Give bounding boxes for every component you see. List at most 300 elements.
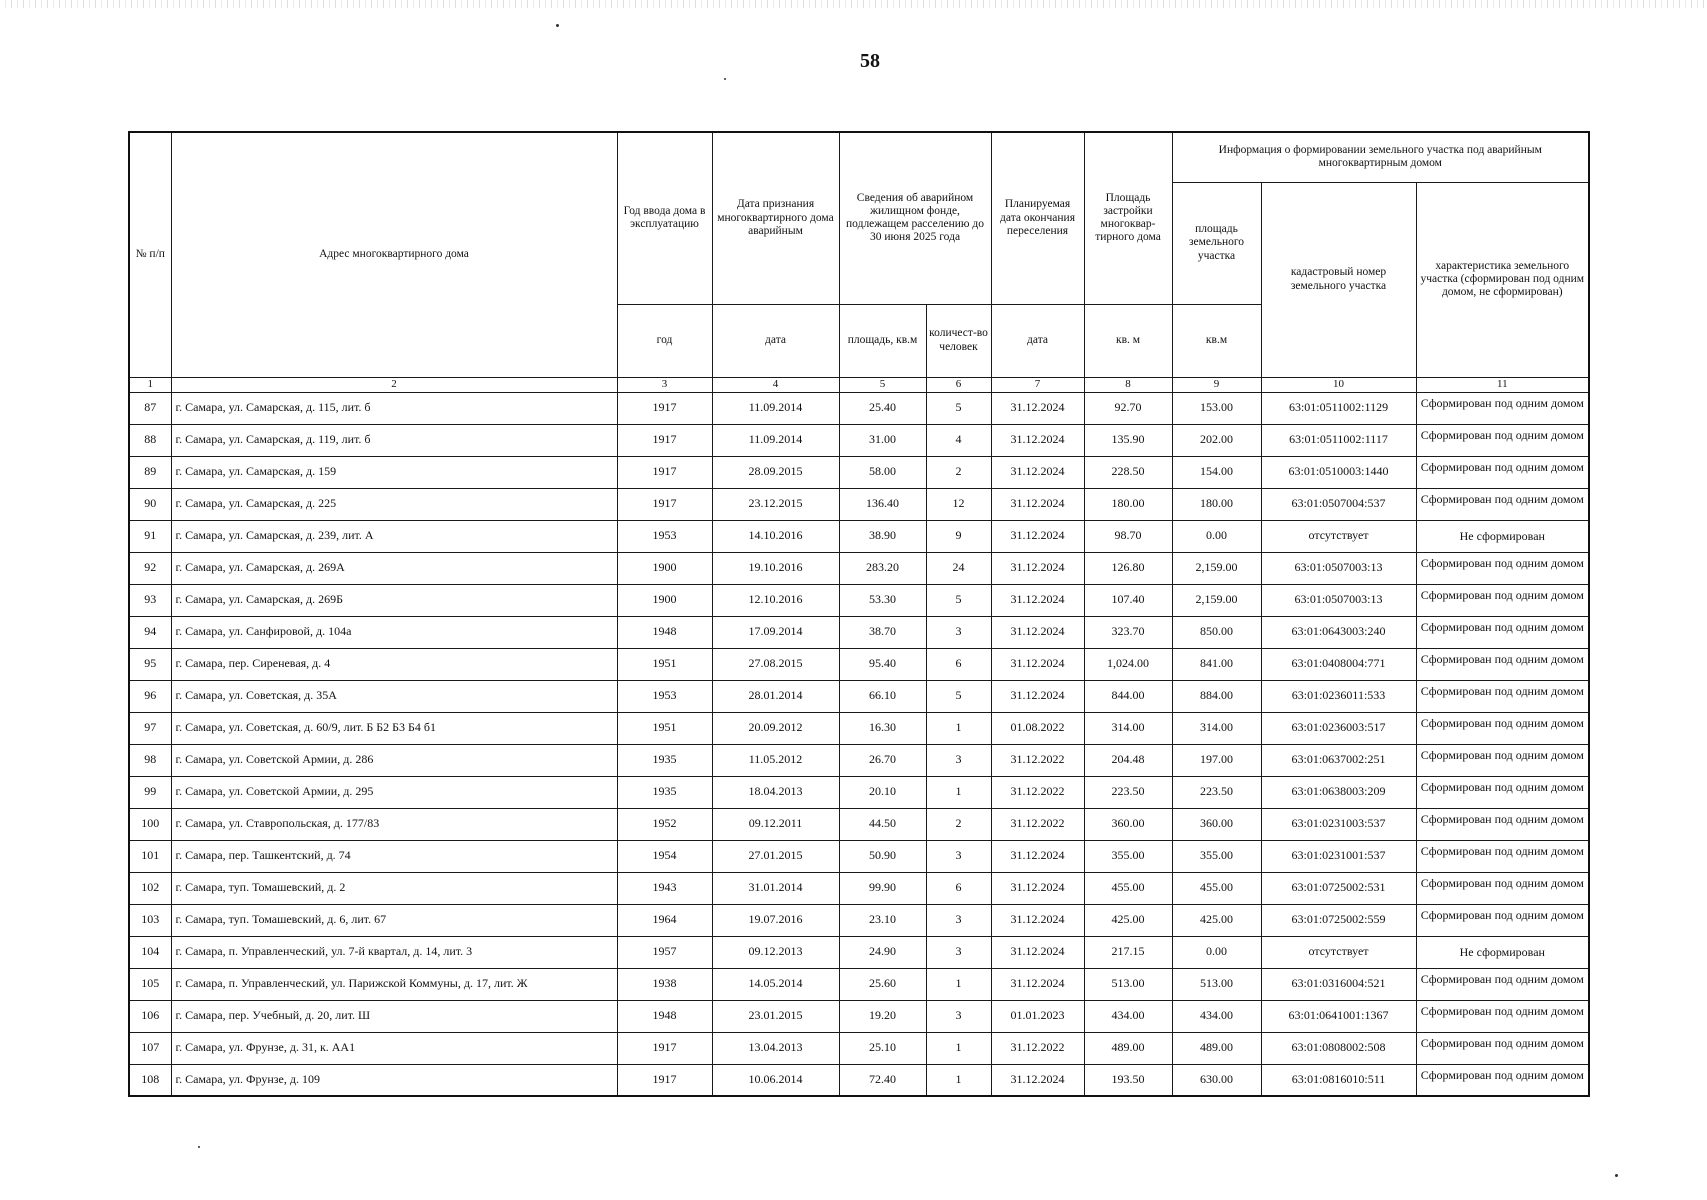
row-number: 90 [129,488,171,520]
row-recognition-date: 14.10.2016 [712,520,839,552]
table-row [129,456,1589,488]
row-recognition-date: 31.01.2014 [712,872,839,904]
row-planned-date: 01.08.2022 [991,712,1084,744]
column-number: 11 [1416,377,1589,392]
row-land-status: Сформирован под одним домом [1416,1032,1589,1064]
row-people-count: 4 [926,424,991,456]
table-row [129,840,1589,872]
row-emergency-area: 53.30 [839,584,926,616]
row-recognition-date: 14.05.2014 [712,968,839,1000]
header-land-status: характеристика земельного участка (сформирован под одним домом, не сформирован) [1416,182,1589,377]
row-number: 95 [129,648,171,680]
row-planned-date: 31.12.2024 [991,584,1084,616]
row-land-area: 455.00 [1172,872,1261,904]
row-emergency-area: 38.90 [839,520,926,552]
row-number: 89 [129,456,171,488]
table-row [129,936,1589,968]
row-year: 1951 [617,648,712,680]
row-address: г. Самара, ул. Советская, д. 35А [171,680,617,712]
row-address: г. Самара, ул. Самарская, д. 239, лит. А [171,520,617,552]
row-recognition-date: 13.04.2013 [712,1032,839,1064]
row-emergency-area: 66.10 [839,680,926,712]
row-people-count: 3 [926,936,991,968]
row-number: 106 [129,1000,171,1032]
row-people-count: 2 [926,456,991,488]
column-number-row [129,377,1589,392]
row-year: 1917 [617,1064,712,1096]
row-land-area: 513.00 [1172,968,1261,1000]
scan-edge-noise [0,0,1707,8]
row-land-area: 850.00 [1172,616,1261,648]
row-address: г. Самара, ул. Самарская, д. 119, лит. б [171,424,617,456]
row-emergency-area: 50.90 [839,840,926,872]
page-number: 58 [860,50,880,72]
table-row [129,680,1589,712]
row-number: 96 [129,680,171,712]
row-people-count: 1 [926,712,991,744]
row-address: г. Самара, ул. Советской Армии, д. 286 [171,744,617,776]
row-land-area: 425.00 [1172,904,1261,936]
row-land-status: Сформирован под одним домом [1416,1000,1589,1032]
column-number: 7 [991,377,1084,392]
row-number: 108 [129,1064,171,1096]
row-recognition-date: 11.09.2014 [712,392,839,424]
row-cadastral-number: отсутствует [1261,520,1416,552]
row-land-area: 841.00 [1172,648,1261,680]
row-year: 1953 [617,680,712,712]
row-number: 102 [129,872,171,904]
row-planned-date: 31.12.2024 [991,1064,1084,1096]
row-emergency-area: 24.90 [839,936,926,968]
header-unit-date: дата [712,304,839,377]
table-row [129,520,1589,552]
row-emergency-area: 99.90 [839,872,926,904]
row-recognition-date: 10.06.2014 [712,1064,839,1096]
row-planned-date: 31.12.2024 [991,520,1084,552]
row-recognition-date: 23.12.2015 [712,488,839,520]
row-cadastral-number: 63:01:0510003:1440 [1261,456,1416,488]
row-emergency-area: 136.40 [839,488,926,520]
row-planned-date: 31.12.2024 [991,968,1084,1000]
row-recognition-date: 11.09.2014 [712,424,839,456]
row-people-count: 12 [926,488,991,520]
row-planned-date: 31.12.2024 [991,648,1084,680]
row-planned-date: 31.12.2024 [991,488,1084,520]
header-unit-year: год [617,304,712,377]
row-year: 1948 [617,1000,712,1032]
row-address: г. Самара, ул. Самарская, д. 269Б [171,584,617,616]
scan-speck [724,78,726,80]
row-address: г. Самара, ул. Самарская, д. 159 [171,456,617,488]
row-year: 1900 [617,552,712,584]
row-land-status: Сформирован под одним домом [1416,584,1589,616]
row-land-status: Сформирован под одним домом [1416,1064,1589,1096]
table-row [129,584,1589,616]
row-land-area: 314.00 [1172,712,1261,744]
row-building-area: 844.00 [1084,680,1172,712]
row-land-status: Сформирован под одним домом [1416,840,1589,872]
table-row [129,616,1589,648]
row-address: г. Самара, п. Управленческий, ул. 7-й квартал, д. 14, лит. 3 [171,936,617,968]
row-cadastral-number: 63:01:0408004:771 [1261,648,1416,680]
row-land-area: 154.00 [1172,456,1261,488]
row-land-status: Сформирован под одним домом [1416,392,1589,424]
row-year: 1951 [617,712,712,744]
table-row [129,1064,1589,1096]
row-emergency-area: 72.40 [839,1064,926,1096]
row-people-count: 3 [926,840,991,872]
row-emergency-area: 25.60 [839,968,926,1000]
row-building-area: 513.00 [1084,968,1172,1000]
row-emergency-area: 16.30 [839,712,926,744]
row-planned-date: 31.12.2022 [991,776,1084,808]
header-emergency-fund: Сведения об аварийном жилищном фонде, подлежащем расселению до 30 июня 2025 года [839,132,991,304]
row-building-area: 107.40 [1084,584,1172,616]
row-address: г. Самара, ул. Самарская, д. 269А [171,552,617,584]
row-building-area: 360.00 [1084,808,1172,840]
row-planned-date: 31.12.2024 [991,936,1084,968]
row-planned-date: 31.12.2024 [991,616,1084,648]
row-building-area: 228.50 [1084,456,1172,488]
row-people-count: 3 [926,616,991,648]
row-building-area: 355.00 [1084,840,1172,872]
row-address: г. Самара, пер. Ташкентский, д. 74 [171,840,617,872]
row-emergency-area: 44.50 [839,808,926,840]
row-people-count: 9 [926,520,991,552]
scan-speck [198,1146,200,1148]
row-planned-date: 31.12.2024 [991,840,1084,872]
emergency-housing-table [128,131,1590,1097]
row-land-status: Не сформирован [1416,936,1589,968]
row-planned-date: 31.12.2024 [991,904,1084,936]
row-year: 1917 [617,488,712,520]
row-people-count: 6 [926,872,991,904]
row-address: г. Самара, п. Управленческий, ул. Парижской Коммуны, д. 17, лит. Ж [171,968,617,1000]
row-land-status: Сформирован под одним домом [1416,424,1589,456]
row-number: 91 [129,520,171,552]
row-recognition-date: 27.08.2015 [712,648,839,680]
header-building-area: Площадь застройки многоквар-тирного дома [1084,132,1172,304]
row-address: г. Самара, ул. Советской Армии, д. 295 [171,776,617,808]
row-planned-date: 01.01.2023 [991,1000,1084,1032]
row-cadastral-number: 63:01:0231001:537 [1261,840,1416,872]
row-number: 101 [129,840,171,872]
header-num: № п/п [129,132,171,377]
row-recognition-date: 27.01.2015 [712,840,839,872]
column-number: 1 [129,377,171,392]
table-row [129,488,1589,520]
row-building-area: 204.48 [1084,744,1172,776]
row-cadastral-number: 63:01:0808002:508 [1261,1032,1416,1064]
row-cadastral-number: 63:01:0725002:531 [1261,872,1416,904]
row-number: 98 [129,744,171,776]
table-row [129,904,1589,936]
row-building-area: 425.00 [1084,904,1172,936]
row-recognition-date: 18.04.2013 [712,776,839,808]
row-land-status: Не сформирован [1416,520,1589,552]
row-recognition-date: 09.12.2011 [712,808,839,840]
row-number: 92 [129,552,171,584]
row-address: г. Самара, ул. Фрунзе, д. 31, к. АА1 [171,1032,617,1064]
row-cadastral-number: 63:01:0236011:533 [1261,680,1416,712]
row-land-area: 2,159.00 [1172,552,1261,584]
table-row [129,968,1589,1000]
row-people-count: 3 [926,904,991,936]
header-planned-date: Планируемая дата окончания переселения [991,132,1084,304]
row-land-status: Сформирован под одним домом [1416,968,1589,1000]
row-people-count: 5 [926,584,991,616]
row-cadastral-number: 63:01:0511002:1129 [1261,392,1416,424]
row-recognition-date: 09.12.2013 [712,936,839,968]
table-row [129,424,1589,456]
row-address: г. Самара, пер. Учебный, д. 20, лит. Ш [171,1000,617,1032]
row-people-count: 5 [926,680,991,712]
row-cadastral-number: отсутствует [1261,936,1416,968]
row-land-area: 630.00 [1172,1064,1261,1096]
row-year: 1935 [617,776,712,808]
row-land-area: 884.00 [1172,680,1261,712]
row-emergency-area: 31.00 [839,424,926,456]
row-people-count: 3 [926,1000,991,1032]
row-land-status: Сформирован под одним домом [1416,904,1589,936]
row-year: 1917 [617,392,712,424]
header-unit-building: кв. м [1084,304,1172,377]
row-address: г. Самара, ул. Санфировой, д. 104а [171,616,617,648]
row-planned-date: 31.12.2024 [991,392,1084,424]
row-land-area: 197.00 [1172,744,1261,776]
scan-speck [556,24,559,27]
row-number: 107 [129,1032,171,1064]
row-year: 1952 [617,808,712,840]
row-land-status: Сформирован под одним домом [1416,872,1589,904]
row-year: 1964 [617,904,712,936]
row-cadastral-number: 63:01:0637002:251 [1261,744,1416,776]
header-land-area: площадь земельного участка [1172,182,1261,304]
row-land-status: Сформирован под одним домом [1416,488,1589,520]
row-land-area: 180.00 [1172,488,1261,520]
row-cadastral-number: 63:01:0507003:13 [1261,584,1416,616]
column-number: 3 [617,377,712,392]
row-planned-date: 31.12.2022 [991,808,1084,840]
row-recognition-date: 28.09.2015 [712,456,839,488]
row-recognition-date: 23.01.2015 [712,1000,839,1032]
column-number: 5 [839,377,926,392]
row-year: 1900 [617,584,712,616]
row-building-area: 223.50 [1084,776,1172,808]
row-emergency-area: 25.10 [839,1032,926,1064]
row-year: 1917 [617,424,712,456]
row-recognition-date: 19.07.2016 [712,904,839,936]
row-number: 88 [129,424,171,456]
row-cadastral-number: 63:01:0725002:559 [1261,904,1416,936]
row-cadastral-number: 63:01:0638003:209 [1261,776,1416,808]
row-address: г. Самара, ул. Советская, д. 60/9, лит. Б Б2 Б3 Б4 б1 [171,712,617,744]
row-building-area: 98.70 [1084,520,1172,552]
table-body [129,392,1589,1096]
row-people-count: 1 [926,1032,991,1064]
row-planned-date: 31.12.2022 [991,744,1084,776]
table-row [129,392,1589,424]
row-number: 104 [129,936,171,968]
row-year: 1917 [617,456,712,488]
row-land-status: Сформирован под одним домом [1416,776,1589,808]
row-address: г. Самара, ул. Самарская, д. 225 [171,488,617,520]
row-building-area: 217.15 [1084,936,1172,968]
column-number: 2 [171,377,617,392]
row-building-area: 489.00 [1084,1032,1172,1064]
row-land-status: Сформирован под одним домом [1416,616,1589,648]
header-address: Адрес многоквартирного дома [171,132,617,377]
row-cadastral-number: 63:01:0236003:517 [1261,712,1416,744]
row-building-area: 323.70 [1084,616,1172,648]
row-number: 87 [129,392,171,424]
row-land-status: Сформирован под одним домом [1416,552,1589,584]
row-land-area: 153.00 [1172,392,1261,424]
row-number: 103 [129,904,171,936]
table-row [129,552,1589,584]
row-building-area: 180.00 [1084,488,1172,520]
row-people-count: 5 [926,392,991,424]
row-building-area: 434.00 [1084,1000,1172,1032]
row-address: г. Самара, пер. Сиреневая, д. 4 [171,648,617,680]
column-number: 8 [1084,377,1172,392]
header-unit-people: количест-во человек [926,304,991,377]
row-people-count: 3 [926,744,991,776]
row-year: 1938 [617,968,712,1000]
row-land-area: 223.50 [1172,776,1261,808]
row-emergency-area: 25.40 [839,392,926,424]
row-building-area: 455.00 [1084,872,1172,904]
row-year: 1935 [617,744,712,776]
row-year: 1957 [617,936,712,968]
row-planned-date: 31.12.2022 [991,1032,1084,1064]
header-unit-area: площадь, кв.м [839,304,926,377]
row-land-area: 2,159.00 [1172,584,1261,616]
row-year: 1943 [617,872,712,904]
row-people-count: 2 [926,808,991,840]
row-land-status: Сформирован под одним домом [1416,680,1589,712]
row-land-area: 355.00 [1172,840,1261,872]
row-recognition-date: 19.10.2016 [712,552,839,584]
row-cadastral-number: 63:01:0507004:537 [1261,488,1416,520]
table-row [129,1000,1589,1032]
row-land-status: Сформирован под одним домом [1416,456,1589,488]
row-land-status: Сформирован под одним домом [1416,808,1589,840]
row-people-count: 24 [926,552,991,584]
row-people-count: 6 [926,648,991,680]
row-land-status: Сформирован под одним домом [1416,744,1589,776]
row-recognition-date: 28.01.2014 [712,680,839,712]
row-emergency-area: 38.70 [839,616,926,648]
table-row [129,744,1589,776]
row-recognition-date: 11.05.2012 [712,744,839,776]
row-cadastral-number: 63:01:0816010:511 [1261,1064,1416,1096]
row-number: 100 [129,808,171,840]
row-land-status: Сформирован под одним домом [1416,712,1589,744]
table-row [129,648,1589,680]
row-year: 1948 [617,616,712,648]
row-number: 94 [129,616,171,648]
column-number: 4 [712,377,839,392]
table-row [129,776,1589,808]
header-year-entry: Год ввода дома в эксплуатацию [617,132,712,304]
row-land-area: 434.00 [1172,1000,1261,1032]
row-land-area: 360.00 [1172,808,1261,840]
row-emergency-area: 95.40 [839,648,926,680]
header-unit-planned: дата [991,304,1084,377]
row-land-area: 202.00 [1172,424,1261,456]
table-row [129,1032,1589,1064]
row-number: 105 [129,968,171,1000]
row-year: 1954 [617,840,712,872]
row-address: г. Самара, ул. Ставропольская, д. 177/83 [171,808,617,840]
row-building-area: 1,024.00 [1084,648,1172,680]
row-people-count: 1 [926,776,991,808]
row-recognition-date: 17.09.2014 [712,616,839,648]
row-address: г. Самара, ул. Самарская, д. 115, лит. б [171,392,617,424]
row-cadastral-number: 63:01:0511002:1117 [1261,424,1416,456]
row-address: г. Самара, туп. Томашевский, д. 6, лит. 67 [171,904,617,936]
row-emergency-area: 58.00 [839,456,926,488]
row-address: г. Самара, ул. Фрунзе, д. 109 [171,1064,617,1096]
row-planned-date: 31.12.2024 [991,552,1084,584]
row-planned-date: 31.12.2024 [991,872,1084,904]
header-land-info: Информация о формировании земельного участка под аварийным многоквартирным домом [1172,132,1589,182]
row-people-count: 1 [926,1064,991,1096]
row-land-status: Сформирован под одним домом [1416,648,1589,680]
row-cadastral-number: 63:01:0231003:537 [1261,808,1416,840]
row-land-area: 0.00 [1172,936,1261,968]
row-cadastral-number: 63:01:0641001:1367 [1261,1000,1416,1032]
header-date-recognition: Дата признания многоквартирного дома аварийным [712,132,839,304]
column-number: 9 [1172,377,1261,392]
row-cadastral-number: 63:01:0507003:13 [1261,552,1416,584]
row-number: 93 [129,584,171,616]
row-emergency-area: 20.10 [839,776,926,808]
header-unit-land: кв.м [1172,304,1261,377]
row-year: 1917 [617,1032,712,1064]
scan-speck [1615,1174,1618,1177]
row-emergency-area: 23.10 [839,904,926,936]
row-cadastral-number: 63:01:0316004:521 [1261,968,1416,1000]
row-emergency-area: 283.20 [839,552,926,584]
row-land-area: 489.00 [1172,1032,1261,1064]
row-cadastral-number: 63:01:0643003:240 [1261,616,1416,648]
row-land-area: 0.00 [1172,520,1261,552]
table-row [129,712,1589,744]
row-emergency-area: 26.70 [839,744,926,776]
row-emergency-area: 19.20 [839,1000,926,1032]
table-row [129,808,1589,840]
table-row [129,872,1589,904]
row-planned-date: 31.12.2024 [991,424,1084,456]
row-number: 99 [129,776,171,808]
row-number: 97 [129,712,171,744]
row-people-count: 1 [926,968,991,1000]
row-planned-date: 31.12.2024 [991,680,1084,712]
row-recognition-date: 20.09.2012 [712,712,839,744]
row-building-area: 193.50 [1084,1064,1172,1096]
row-year: 1953 [617,520,712,552]
row-building-area: 126.80 [1084,552,1172,584]
row-recognition-date: 12.10.2016 [712,584,839,616]
header-cadastral: кадастровый номер земельного участка [1261,182,1416,377]
row-building-area: 92.70 [1084,392,1172,424]
column-number: 6 [926,377,991,392]
row-address: г. Самара, туп. Томашевский, д. 2 [171,872,617,904]
row-building-area: 135.90 [1084,424,1172,456]
row-planned-date: 31.12.2024 [991,456,1084,488]
